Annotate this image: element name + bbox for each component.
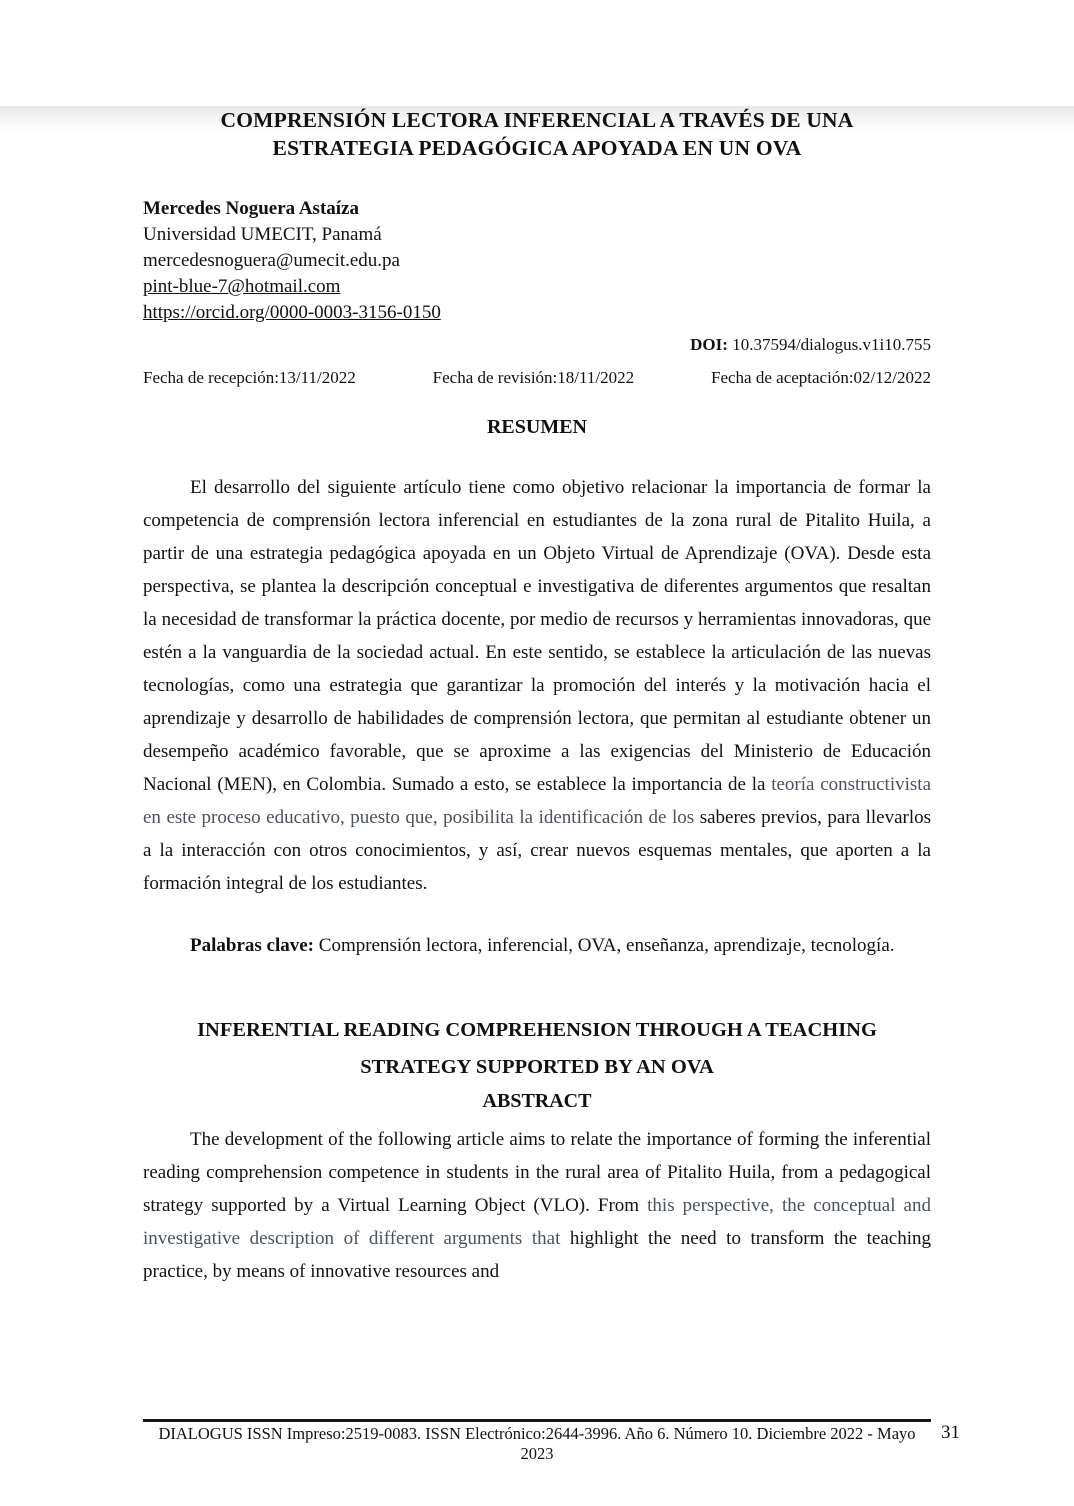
resumen-text-part1: El desarrollo del siguiente artículo tiene como objetivo relacionar la importancia de formar la competencia de comprensión lectora inferencial en estudiantes de la zona rural de Pitalito Huila, a partir de una estrategia pedagógica apoyada en un Objeto Virtual de Aprendizaje (OVA). Desde esta perspectiva, se plantea la descripción conceptual e investigativa de diferentes argumentos que resaltan la necesidad de transformar la práctica docente, por medio de recursos y herramientas innovadoras, que estén a la vanguardia de la sociedad actual. En este sentido, se establece la articulación de las nuevas tecnologías, como una estrategia que garantizar la promoción del interés y la motivación hacia el aprendizaje y desarrollo de habilidades de comprensión lectora, que permitan al estudiante obtener un desempeño académico favorable, que se aproxime a las exigencias del Ministerio de Educación Nacional (MEN), en Colombia. Sumado a esto, se establece la importancia de la [143, 477, 931, 795]
abstract-text-part1: The development of the following article aims to relate the importance of forming the inferential reading comprehension competence in students in the rural area of Pitalito Huila, from a pedagogical strategy supported by a Virtual Learning Object (VLO). From [143, 1129, 931, 1216]
author-block [143, 196, 931, 326]
abstract-text-part2-faded: this perspective, the conceptual and investigative description of different arguments that [143, 1195, 931, 1249]
article-title [143, 106, 931, 162]
author-name: Mercedes Noguera Astaíza [143, 198, 359, 219]
author-email-institutional: mercedesnoguera@umecit.edu.pa [143, 250, 400, 271]
doi-value: 10.37594/dialogus.v1i10.755 [727, 335, 931, 354]
article-title-line2: ESTRATEGIA PEDAGÓGICA APOYADA EN UN OVA [272, 136, 802, 160]
resumen-paragraph [143, 471, 931, 900]
author-orcid-link[interactable]: https://orcid.org/0000-0003-3156-0150 [143, 302, 441, 323]
abstract-paragraph [143, 1123, 931, 1288]
keywords-paragraph [143, 929, 931, 962]
footer-rule [143, 1419, 931, 1422]
document-page [0, 106, 1074, 1288]
date-revised: Fecha de revisión:18/11/2022 [432, 368, 635, 387]
article-title-line1: COMPRENSIÓN LECTORA INFERENCIAL A TRAVÉS DE UNA [220, 108, 854, 132]
resumen-heading: RESUMEN [486, 416, 587, 438]
date-accepted: Fecha de aceptación:02/12/2022 [711, 368, 931, 387]
english-title [143, 1012, 931, 1086]
keywords-label: Palabras clave: [190, 935, 315, 956]
keywords-text: Comprensión lectora, inferencial, OVA, enseñanza, aprendizaje, tecnología. [314, 935, 895, 956]
page-number: 31 [941, 1422, 960, 1443]
resumen-text-part3: saberes previos, para llevarlos a la interacción con otros conocimientos, y así, crear nuevos esquemas mentales, que aporten a la formación integral de los estudiantes. [143, 807, 932, 894]
page-footer [143, 1419, 931, 1464]
english-title-line2: STRATEGY SUPPORTED BY AN OVA [360, 1056, 714, 1078]
english-title-line1: INFERENTIAL READING COMPREHENSION THROUGH A TEACHING [197, 1019, 877, 1041]
doi-row [143, 335, 931, 355]
doi-label: DOI: [690, 335, 728, 354]
dates-row [143, 368, 931, 388]
abstract-text-part3: highlight the need to transform the teaching practice, by means of innovative resources and [143, 1228, 931, 1282]
date-received: Fecha de recepción:13/11/2022 [143, 368, 356, 387]
resumen-text-part2-faded: teoría constructivista en este proceso educativo, puesto que, posibilita la identificación de los [143, 774, 931, 828]
author-affiliation: Universidad UMECIT, Panamá [143, 224, 382, 245]
author-email-personal-link[interactable]: pint-blue-7@hotmail.com [143, 276, 341, 297]
abstract-heading: ABSTRACT [482, 1090, 592, 1112]
footer-journal-line: DIALOGUS ISSN Impreso:2519-0083. ISSN Electrónico:2644-3996. Año 6. Número 10. Diciembre 2022 - Mayo 2023 [158, 1424, 916, 1463]
